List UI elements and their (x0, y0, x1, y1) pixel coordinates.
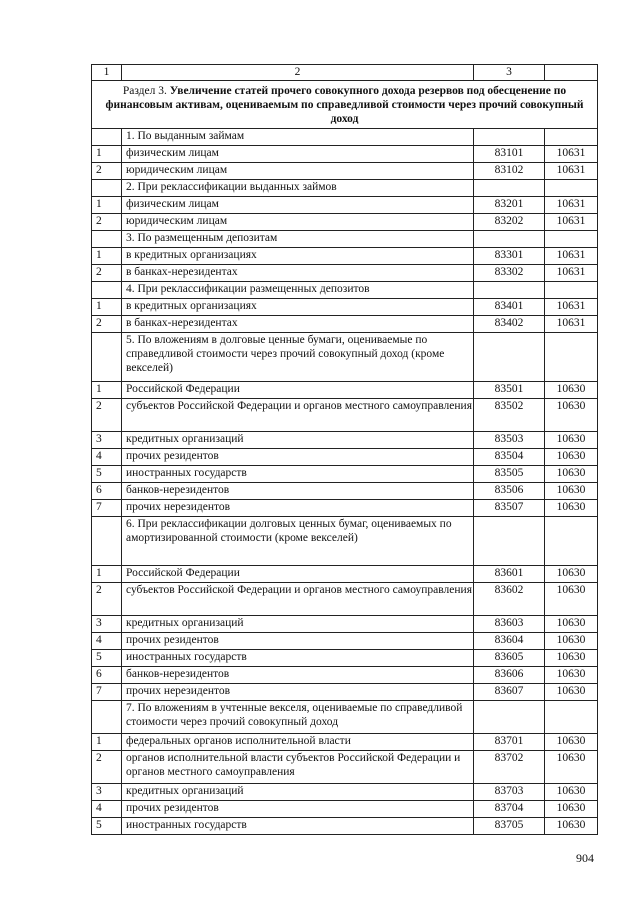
code-cell: 83705 (474, 818, 545, 835)
account-cell: 10630 (545, 751, 598, 784)
table-row (92, 583, 598, 616)
code-cell: 83703 (474, 784, 545, 801)
row-number: 1 (92, 197, 122, 214)
row-number (92, 517, 122, 566)
code-cell (474, 282, 545, 299)
row-number (92, 180, 122, 197)
row-label: Российской Федерации (122, 382, 474, 399)
account-cell: 10630 (545, 566, 598, 583)
code-cell: 83401 (474, 299, 545, 316)
table-row (92, 500, 598, 517)
table-row (92, 566, 598, 583)
row-label: банков-нерезидентов (122, 667, 474, 684)
group-row (92, 129, 598, 146)
section-prefix: Раздел 3. (122, 85, 167, 97)
account-cell: 10631 (545, 214, 598, 231)
code-cell: 83201 (474, 197, 545, 214)
table-row (92, 818, 598, 835)
account-cell (545, 517, 598, 566)
row-label: в банках-нерезидентах (122, 265, 474, 282)
account-cell: 10631 (545, 146, 598, 163)
code-cell: 83604 (474, 633, 545, 650)
row-label: иностранных государств (122, 650, 474, 667)
row-number: 2 (92, 214, 122, 231)
row-number: 2 (92, 583, 122, 616)
account-cell (545, 129, 598, 146)
page-number: 904 (576, 851, 594, 865)
table-row (92, 650, 598, 667)
code-cell: 83301 (474, 248, 545, 265)
row-number: 1 (92, 382, 122, 399)
account-cell (545, 231, 598, 248)
account-cell: 10630 (545, 483, 598, 500)
account-cell: 10631 (545, 197, 598, 214)
account-cell: 10631 (545, 163, 598, 180)
group-title: 4. При реклассификации размещенных депозитов (122, 282, 474, 299)
header-col-2: 2 (122, 65, 474, 81)
account-cell: 10631 (545, 248, 598, 265)
table-row (92, 163, 598, 180)
group-row (92, 701, 598, 734)
row-number: 6 (92, 667, 122, 684)
row-label: прочих резидентов (122, 449, 474, 466)
account-cell: 10630 (545, 801, 598, 818)
table-row (92, 616, 598, 633)
row-number: 3 (92, 784, 122, 801)
account-cell: 10630 (545, 382, 598, 399)
row-number (92, 282, 122, 299)
table-row (92, 399, 598, 432)
account-cell: 10631 (545, 299, 598, 316)
code-cell: 83603 (474, 616, 545, 633)
code-cell: 83606 (474, 667, 545, 684)
row-label: Российской Федерации (122, 566, 474, 583)
code-cell: 83505 (474, 466, 545, 483)
account-cell (545, 701, 598, 734)
row-number: 1 (92, 146, 122, 163)
section-title (92, 81, 598, 129)
code-cell: 83602 (474, 583, 545, 616)
row-number: 4 (92, 633, 122, 650)
header-row (92, 65, 598, 81)
account-cell: 10630 (545, 583, 598, 616)
code-cell: 83302 (474, 265, 545, 282)
row-label: кредитных организаций (122, 616, 474, 633)
row-label: физическим лицам (122, 197, 474, 214)
row-number: 1 (92, 248, 122, 265)
row-label: иностранных государств (122, 818, 474, 835)
account-cell: 10630 (545, 818, 598, 835)
code-cell: 83503 (474, 432, 545, 449)
row-label: субъектов Российской Федерации и органов местного самоуправления (122, 399, 474, 432)
group-row (92, 231, 598, 248)
account-cell: 10630 (545, 633, 598, 650)
row-number: 5 (92, 650, 122, 667)
row-label: банков-нерезидентов (122, 483, 474, 500)
code-cell (474, 701, 545, 734)
code-cell: 83202 (474, 214, 545, 231)
code-cell (474, 129, 545, 146)
account-cell: 10630 (545, 616, 598, 633)
account-cell: 10630 (545, 399, 598, 432)
row-label: прочих нерезидентов (122, 684, 474, 701)
account-cell: 10630 (545, 449, 598, 466)
group-title: 3. По размещенным депозитам (122, 231, 474, 248)
row-label: прочих резидентов (122, 633, 474, 650)
row-number: 2 (92, 316, 122, 333)
row-label: кредитных организаций (122, 784, 474, 801)
table-row (92, 684, 598, 701)
row-number: 3 (92, 432, 122, 449)
code-cell: 83704 (474, 801, 545, 818)
table-row (92, 197, 598, 214)
table-row (92, 483, 598, 500)
code-cell: 83402 (474, 316, 545, 333)
account-cell: 10630 (545, 684, 598, 701)
table-row (92, 432, 598, 449)
table-row (92, 316, 598, 333)
header-col-4 (545, 65, 598, 81)
row-number: 4 (92, 449, 122, 466)
group-row (92, 517, 598, 566)
row-number: 1 (92, 299, 122, 316)
row-label: физическим лицам (122, 146, 474, 163)
table-row (92, 784, 598, 801)
code-cell: 83101 (474, 146, 545, 163)
code-cell: 83601 (474, 566, 545, 583)
row-label: прочих нерезидентов (122, 500, 474, 517)
row-label: иностранных государств (122, 466, 474, 483)
group-row (92, 180, 598, 197)
row-label: в кредитных организациях (122, 299, 474, 316)
row-label: органов исполнительной власти субъектов Российской Федерации и органов местного самоуправления (122, 751, 474, 784)
code-cell: 83502 (474, 399, 545, 432)
row-label: прочих резидентов (122, 801, 474, 818)
row-number (92, 231, 122, 248)
row-label: юридическим лицам (122, 163, 474, 180)
table-row (92, 734, 598, 751)
table-row (92, 299, 598, 316)
code-cell: 83607 (474, 684, 545, 701)
row-number: 3 (92, 616, 122, 633)
section-title-text: Увеличение статей прочего совокупного дохода резервов под обесценение по финансовым активам, оцениваемым по справедливой стоимости через прочий совокупный доход (105, 85, 584, 125)
row-label: кредитных организаций (122, 432, 474, 449)
row-number: 4 (92, 801, 122, 818)
account-cell: 10631 (545, 316, 598, 333)
group-row (92, 333, 598, 382)
row-label: в банках-нерезидентах (122, 316, 474, 333)
code-cell: 83501 (474, 382, 545, 399)
code-cell: 83507 (474, 500, 545, 517)
account-cell: 10630 (545, 466, 598, 483)
code-cell (474, 517, 545, 566)
row-number: 2 (92, 163, 122, 180)
account-cell (545, 282, 598, 299)
accounts-table (91, 64, 598, 835)
row-number: 5 (92, 466, 122, 483)
group-title: 6. При реклассификации долговых ценных бумаг, оцениваемых по амортизированной стоимости (кроме векселей) (122, 517, 474, 566)
row-number: 2 (92, 751, 122, 784)
account-cell: 10630 (545, 500, 598, 517)
code-cell (474, 180, 545, 197)
code-cell: 83102 (474, 163, 545, 180)
table-row (92, 248, 598, 265)
row-label: в кредитных организациях (122, 248, 474, 265)
account-cell: 10630 (545, 784, 598, 801)
row-label: федеральных органов исполнительной власти (122, 734, 474, 751)
row-number: 7 (92, 500, 122, 517)
table-row (92, 265, 598, 282)
account-cell (545, 333, 598, 382)
row-label: юридическим лицам (122, 214, 474, 231)
account-cell: 10631 (545, 265, 598, 282)
table-row (92, 751, 598, 784)
row-label: субъектов Российской Федерации и органов местного самоуправления (122, 583, 474, 616)
table-row (92, 214, 598, 231)
group-title: 1. По выданным займам (122, 129, 474, 146)
group-row (92, 282, 598, 299)
code-cell (474, 231, 545, 248)
code-cell: 83701 (474, 734, 545, 751)
table-row (92, 667, 598, 684)
table-body (92, 65, 598, 835)
table-row (92, 382, 598, 399)
section-row (92, 81, 598, 129)
code-cell: 83506 (474, 483, 545, 500)
group-title: 2. При реклассификации выданных займов (122, 180, 474, 197)
header-col-3: 3 (474, 65, 545, 81)
header-col-1: 1 (92, 65, 122, 81)
account-cell: 10630 (545, 734, 598, 751)
row-number: 6 (92, 483, 122, 500)
account-cell (545, 180, 598, 197)
row-number (92, 129, 122, 146)
code-cell (474, 333, 545, 382)
table-row (92, 466, 598, 483)
row-number: 2 (92, 399, 122, 432)
account-cell: 10630 (545, 650, 598, 667)
account-cell: 10630 (545, 667, 598, 684)
code-cell: 83702 (474, 751, 545, 784)
table-row (92, 801, 598, 818)
row-number (92, 701, 122, 734)
table-row (92, 633, 598, 650)
code-cell: 83504 (474, 449, 545, 466)
row-number: 1 (92, 734, 122, 751)
account-cell: 10630 (545, 432, 598, 449)
table-row (92, 449, 598, 466)
group-title: 5. По вложениям в долговые ценные бумаги, оцениваемые по справедливой стоимости через прочий совокупный доход (кроме векселей) (122, 333, 474, 382)
group-title: 7. По вложениям в учтенные векселя, оцениваемые по справедливой стоимости через прочий совокупный доход (122, 701, 474, 734)
row-number: 7 (92, 684, 122, 701)
row-number: 1 (92, 566, 122, 583)
row-number (92, 333, 122, 382)
code-cell: 83605 (474, 650, 545, 667)
table-row (92, 146, 598, 163)
row-number: 5 (92, 818, 122, 835)
row-number: 2 (92, 265, 122, 282)
